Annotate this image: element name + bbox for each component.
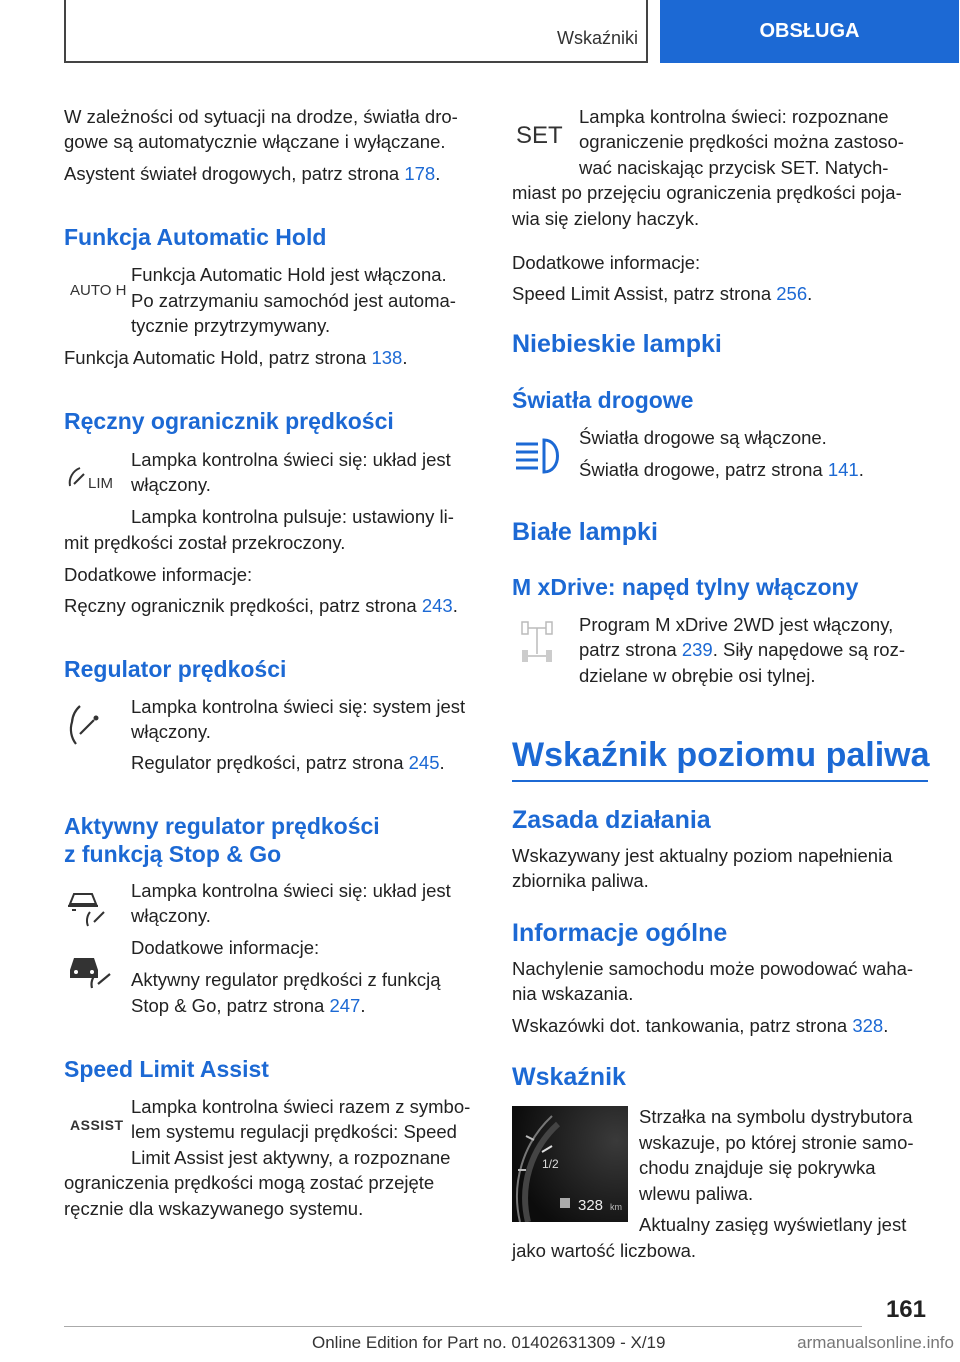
text-line: ręcznie dla wskazywanego systemu. bbox=[64, 1198, 364, 1219]
acc-ref: Stop & Go, patrz strona 247. bbox=[131, 995, 366, 1016]
text-line: Lampka kontrolna świeci się: system jest bbox=[131, 696, 466, 717]
svg-text:LIM: LIM bbox=[88, 475, 114, 492]
gauge-half-mark: 1/2 bbox=[542, 1157, 559, 1171]
fuel-gauge-photo bbox=[512, 1106, 628, 1222]
page-number: 161 bbox=[885, 1296, 926, 1323]
text-line: włączony. bbox=[131, 721, 211, 742]
text-line: Lampka kontrolna świeci: rozpoznane bbox=[579, 106, 889, 127]
text-line: nia wskazania. bbox=[512, 983, 634, 1004]
subsection-title-high-beam: Światła drogowe bbox=[512, 387, 694, 413]
heading-underline bbox=[512, 780, 928, 782]
text-line: ograniczenia prędkości mogą zostać przejęte bbox=[64, 1172, 435, 1193]
speed-limiter-ref: Ręczny ogranicznik prędkości, patrz strona 243. bbox=[64, 595, 458, 616]
text-line: Wskazywany jest aktualny poziom napełnienia bbox=[512, 845, 893, 866]
intro-line-1: W zależności od sytuacji na drodze, światła dro- bbox=[64, 106, 458, 127]
text-line: dzielane w obrębie osi tylnej. bbox=[579, 665, 816, 686]
section-title-white-lamps: Białe lampki bbox=[512, 518, 658, 546]
footer-edition: Online Edition for Part no. 01402631309 - X/19 bbox=[312, 1333, 666, 1352]
rwd-drivetrain-icon bbox=[520, 620, 556, 666]
page-link[interactable]: 239 bbox=[681, 639, 713, 660]
page-link[interactable]: 328 bbox=[852, 1015, 884, 1036]
section-label: OBSŁUGA bbox=[759, 20, 860, 42]
intro-line-2: gowe są automatycznie włączane i wyłączane. bbox=[64, 131, 446, 152]
gauge-range-unit: km bbox=[610, 1202, 622, 1212]
page-link[interactable]: 178 bbox=[404, 163, 436, 184]
section-title-acc-line1: Aktywny regulator prędkości bbox=[64, 813, 380, 839]
acc-filled-icon bbox=[66, 950, 116, 990]
subsection-title-rwd: M xDrive: napęd tylny włączony bbox=[512, 574, 859, 600]
page-link[interactable]: 138 bbox=[371, 347, 403, 368]
section-title-blue-lamps: Niebieskie lampki bbox=[512, 330, 722, 358]
acc-outline-icon bbox=[66, 884, 116, 928]
rwd-ref: patrz strona 239. Siły napędowe są roz- bbox=[579, 639, 905, 660]
auto-hold-icon: AUTO H bbox=[70, 282, 127, 299]
text-line: Dodatkowe informacje: bbox=[512, 252, 701, 273]
text-line: Strzałka na symbolu dystrybutora bbox=[639, 1106, 913, 1127]
cruise-control-icon bbox=[68, 700, 104, 746]
page-link[interactable]: 247 bbox=[329, 995, 361, 1016]
set-icon: SET bbox=[516, 122, 563, 149]
fuel-gauge-drawing bbox=[512, 1106, 628, 1222]
chapter-heading-fuel-gauge: Wskaźnik poziomu paliwa bbox=[512, 736, 930, 774]
chapter-title: Wskaźniki bbox=[556, 28, 638, 48]
page-link[interactable]: 256 bbox=[776, 283, 808, 304]
text-line: Lampka kontrolna pulsuje: ustawiony li- bbox=[131, 506, 454, 527]
text-line: chodu znajduje się pokrywka bbox=[639, 1157, 876, 1178]
text-line: Funkcja Automatic Hold jest włączona. bbox=[131, 264, 447, 285]
section-title-principle: Zasada działania bbox=[512, 806, 711, 834]
automatic-hold-ref: Funkcja Automatic Hold, patrz strona 138. bbox=[64, 347, 408, 368]
section-title-acc-line2: z funkcją Stop & Go bbox=[64, 841, 282, 867]
refuel-ref: Wskazówki dot. tankowania, patrz strona 328. bbox=[512, 1015, 889, 1036]
cruise-control-ref: Regulator prędkości, patrz strona 245. bbox=[131, 752, 445, 773]
footer-rule bbox=[64, 1326, 862, 1327]
text-line: ograniczenie prędkości można zastoso- bbox=[579, 131, 904, 152]
text-line: Lampka kontrolna świeci razem z symbo- bbox=[131, 1096, 471, 1117]
section-title-automatic-hold: Funkcja Automatic Hold bbox=[64, 224, 327, 250]
text-line: miast po przejęciu ograniczenia prędkości poja- bbox=[512, 182, 902, 203]
text-line: Aktywny regulator prędkości z funkcją bbox=[131, 969, 441, 990]
gauge-range-value: 328 bbox=[578, 1197, 604, 1214]
text-line: mit prędkości został przekroczony. bbox=[64, 532, 346, 553]
text-line: Nachylenie samochodu może powodować waha- bbox=[512, 958, 914, 979]
text-line: wia się zielony haczyk. bbox=[512, 208, 700, 229]
assist-icon: ASSIST bbox=[70, 1117, 124, 1133]
text-line: Dodatkowe informacje: bbox=[131, 937, 320, 958]
text-line: lem systemu regulacji prędkości: Speed bbox=[131, 1121, 457, 1142]
text-line: włączony. bbox=[131, 474, 211, 495]
speed-limiter-icon bbox=[66, 462, 120, 492]
page-link[interactable]: 141 bbox=[827, 459, 859, 480]
sla-ref: Speed Limit Assist, patrz strona 256. bbox=[512, 283, 813, 304]
section-title-general: Informacje ogólne bbox=[512, 919, 728, 947]
text-line: Światła drogowe są włączone. bbox=[579, 427, 827, 448]
text-line: wskazuje, po której stronie samo- bbox=[639, 1132, 914, 1153]
text-line: jako wartość liczbowa. bbox=[512, 1240, 697, 1261]
text-line: zbiornika paliwa. bbox=[512, 870, 649, 891]
text-line: wlewu paliwa. bbox=[639, 1183, 754, 1204]
section-title-indicator: Wskaźnik bbox=[512, 1063, 626, 1091]
text-line: Limit Assist jest aktywny, a rozpoznane bbox=[131, 1147, 451, 1168]
text-line: Po zatrzymaniu samochód jest automa- bbox=[131, 290, 456, 311]
text-line: wać naciskając przycisk SET. Natych- bbox=[579, 157, 889, 178]
text-line: Program M xDrive 2WD jest włączony, bbox=[579, 614, 894, 635]
text-line: Lampka kontrolna świeci się: układ jest bbox=[131, 449, 451, 470]
high-beam-ref: Światła drogowe, patrz strona 141. bbox=[579, 459, 864, 480]
watermark: armanualsonline.info bbox=[797, 1333, 954, 1352]
page-link[interactable]: 243 bbox=[421, 595, 453, 616]
page-link[interactable]: 245 bbox=[408, 752, 440, 773]
section-tab bbox=[660, 0, 959, 63]
section-title-speed-limit-assist: Speed Limit Assist bbox=[64, 1056, 269, 1082]
section-title-speed-limiter: Ręczny ogranicznik prędkości bbox=[64, 408, 394, 434]
text-line: włączony. bbox=[131, 905, 211, 926]
text-line: Lampka kontrolna świeci się: układ jest bbox=[131, 880, 451, 901]
intro-ref: Asystent świateł drogowych, patrz strona 178. bbox=[64, 163, 441, 184]
text-line: tycznie przytrzymywany. bbox=[131, 315, 331, 336]
text-line: Aktualny zasięg wyświetlany jest bbox=[639, 1214, 907, 1235]
section-title-cruise-control: Regulator prędkości bbox=[64, 656, 287, 682]
high-beam-icon bbox=[514, 436, 566, 476]
text-line: Dodatkowe informacje: bbox=[64, 564, 253, 585]
